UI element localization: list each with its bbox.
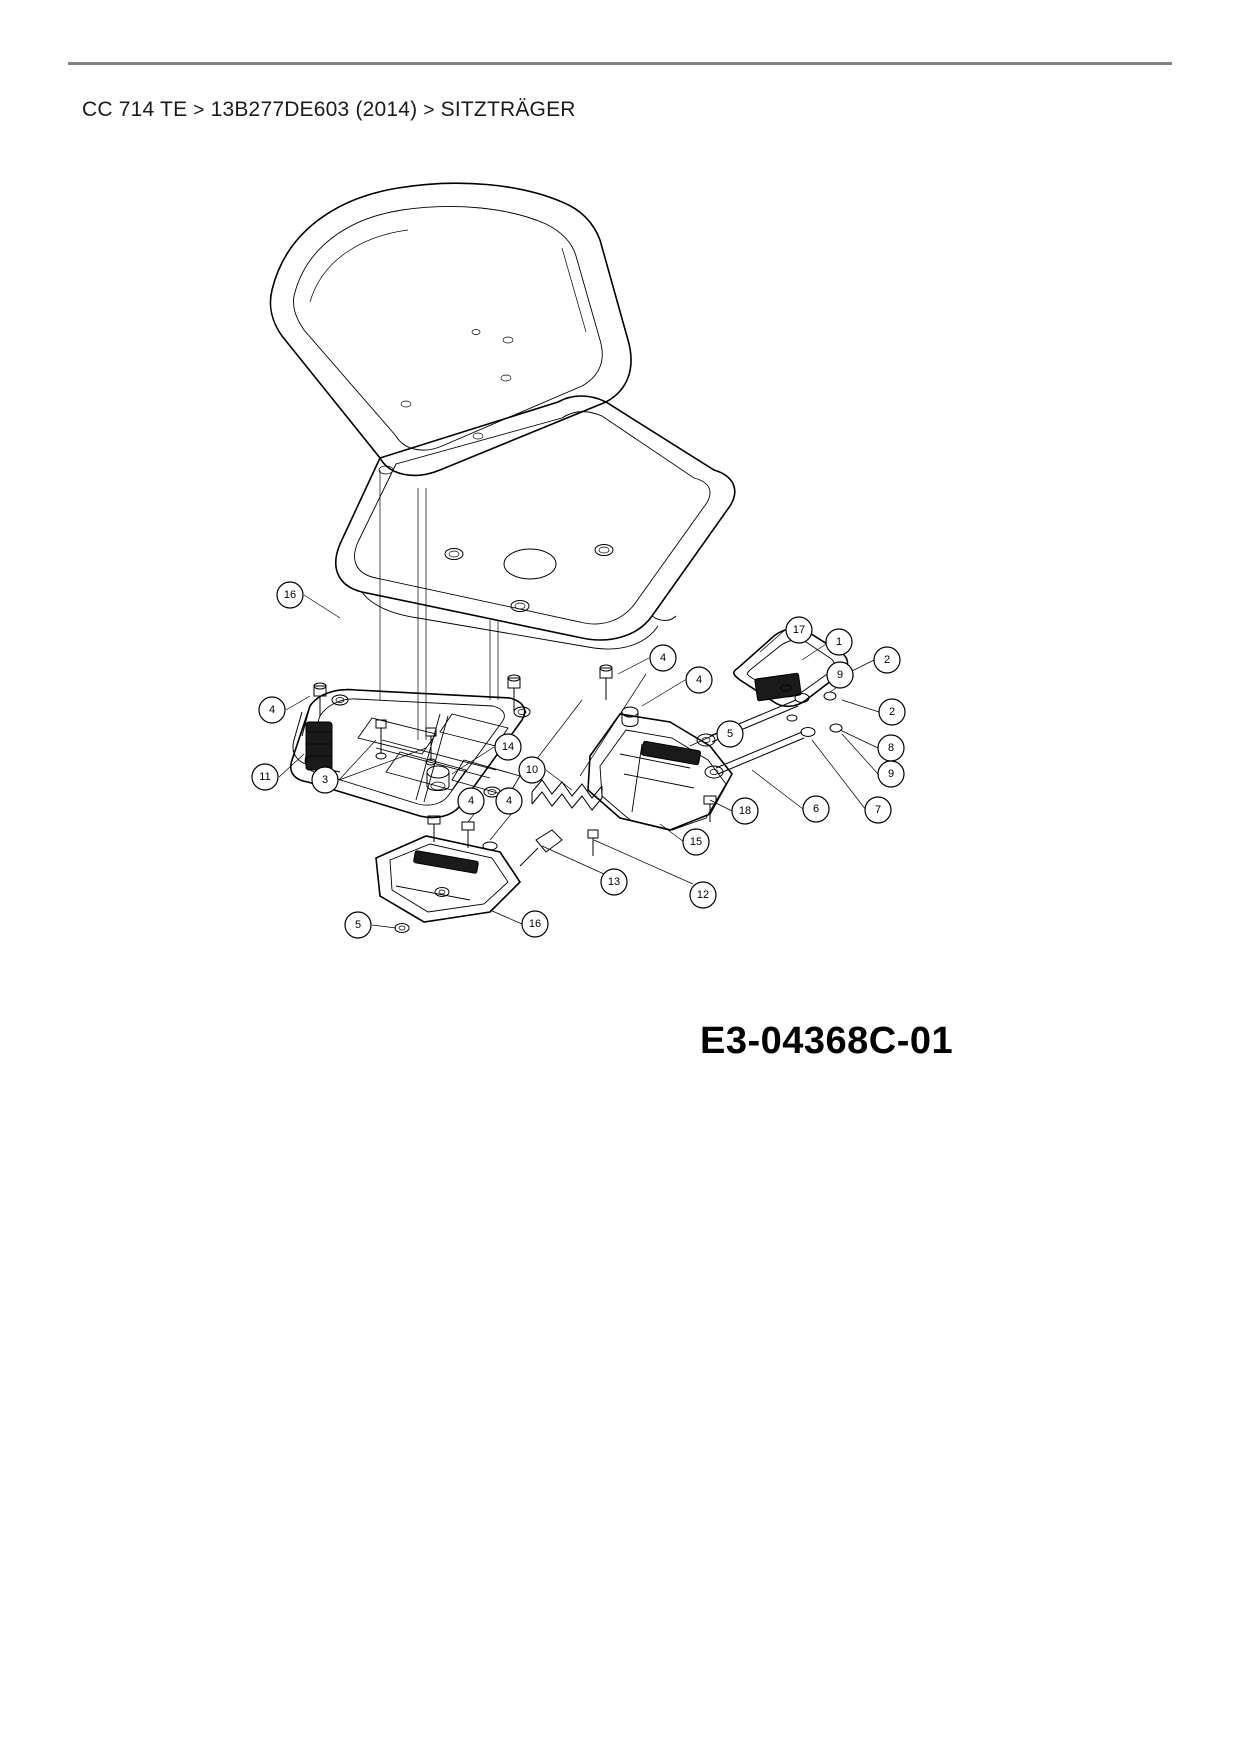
seat-illustration [270, 183, 734, 649]
callout-5a[interactable] [717, 721, 743, 747]
lower-bracket-assembly [376, 816, 598, 933]
suspension-bracket-right [532, 629, 848, 830]
callout-2b[interactable] [879, 699, 905, 725]
drawing-code: E3-04368C-01 [700, 1020, 954, 1062]
breadcrumb [82, 98, 576, 122]
callout-4c[interactable] [686, 667, 712, 693]
callout-9a[interactable] [827, 662, 853, 688]
breadcrumb-model: CC 714 TE [82, 98, 188, 121]
callout-7[interactable] [865, 797, 891, 823]
callout-8[interactable] [878, 735, 904, 761]
callout-label: 5 [354, 919, 362, 931]
callout-14[interactable] [495, 734, 521, 760]
callout-15[interactable] [683, 829, 709, 855]
callout-leader-lines [279, 595, 882, 928]
callout-bubbles [252, 582, 905, 938]
callout-label: 9 [836, 669, 844, 681]
breadcrumb-section: SITZTRÄGER [440, 98, 576, 121]
callout-label: 2 [883, 654, 891, 666]
callout-label: 16 [283, 589, 297, 601]
callout-label: 4 [505, 795, 513, 807]
callout-label: 4 [695, 674, 703, 686]
callout-label: 2 [888, 706, 896, 718]
callout-17[interactable] [786, 617, 812, 643]
callout-label: 8 [887, 742, 895, 754]
breadcrumb-part-number: 13B277DE603 (2014) [210, 98, 418, 121]
callout-13[interactable] [601, 869, 627, 895]
breadcrumb-separator-1: > [193, 100, 205, 121]
callout-4b[interactable] [650, 645, 676, 671]
callout-label: 14 [501, 741, 515, 753]
callout-18[interactable] [732, 798, 758, 824]
callout-label: 16 [528, 918, 542, 930]
callout-label: 4 [268, 704, 276, 716]
assembly-leader-lines [380, 470, 498, 740]
callout-label: 13 [607, 876, 621, 888]
callout-label: 15 [689, 836, 703, 848]
callout-3[interactable] [312, 767, 338, 793]
parts-diagram [190, 140, 1070, 1090]
callout-11[interactable] [252, 764, 278, 790]
callout-6[interactable] [803, 796, 829, 822]
header-divider-rule [68, 62, 1172, 65]
callout-label: 6 [812, 803, 820, 815]
callout-9b[interactable] [878, 761, 904, 787]
callout-label: 18 [738, 805, 752, 817]
callout-10[interactable] [519, 757, 545, 783]
callout-12[interactable] [690, 882, 716, 908]
callout-label: 7 [874, 804, 882, 816]
callout-label: 3 [321, 774, 329, 786]
callout-5b[interactable] [345, 912, 371, 938]
callout-16a[interactable] [277, 582, 303, 608]
breadcrumb-separator-2: > [423, 100, 435, 121]
callout-label: 4 [659, 652, 667, 664]
parts-diagram-svg [190, 140, 1070, 1090]
callout-label: 10 [525, 764, 539, 776]
callout-4e[interactable] [496, 788, 522, 814]
callout-label: 17 [792, 624, 806, 636]
callout-label: 9 [887, 768, 895, 780]
spring-part [532, 780, 602, 810]
callout-1[interactable] [826, 629, 852, 655]
callout-label: 5 [726, 728, 734, 740]
callout-16b[interactable] [522, 911, 548, 937]
callout-label: 11 [259, 771, 271, 783]
callout-2a[interactable] [874, 647, 900, 673]
callout-4a[interactable] [259, 697, 285, 723]
callout-label: 12 [696, 889, 710, 901]
callout-label: 4 [467, 795, 475, 807]
callout-4d[interactable] [458, 788, 484, 814]
callout-label: 1 [835, 636, 843, 648]
